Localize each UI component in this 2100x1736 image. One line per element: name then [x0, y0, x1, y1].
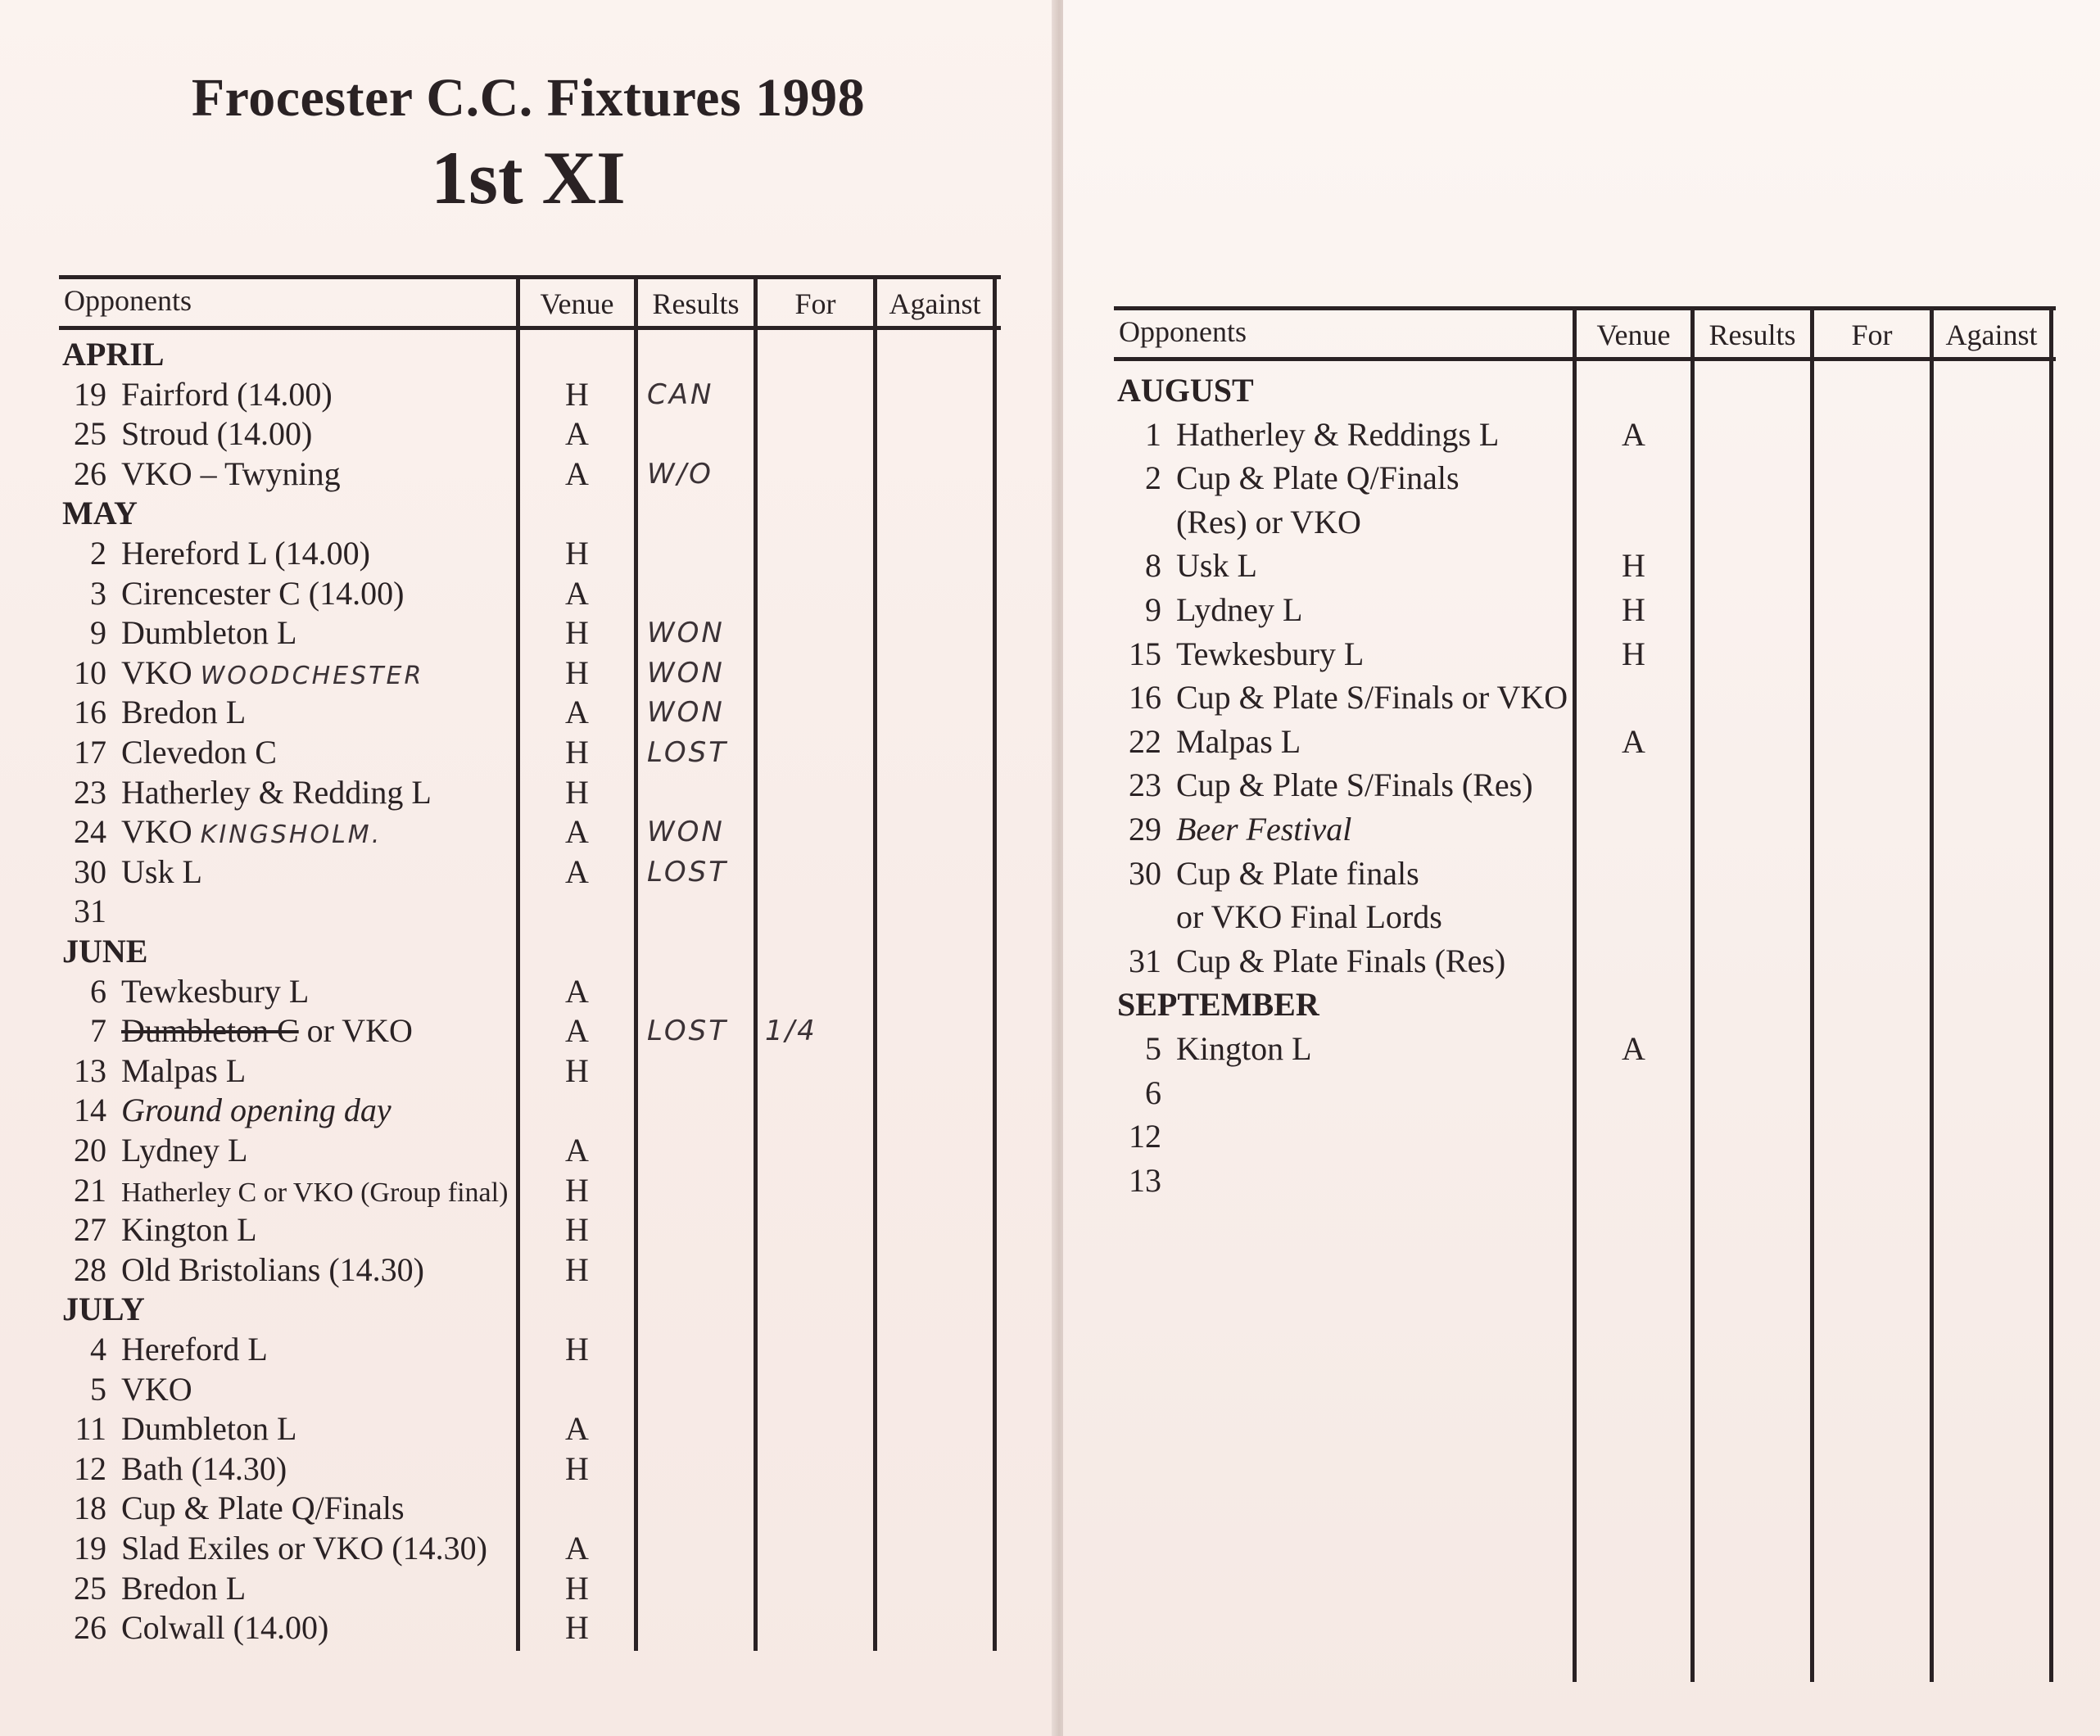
venue-cell: H: [565, 1250, 589, 1288]
opponent-cell: [121, 1568, 246, 1609]
opponent-cell: [1176, 809, 1351, 850]
venue-cell: H: [565, 614, 589, 652]
opponent-cell: [121, 1369, 192, 1410]
opponent-name: Cup & Plate S/Finals or VKO: [1176, 679, 1568, 717]
opponent-name: Bath (14.30): [121, 1449, 287, 1487]
venue-cell: A: [565, 694, 589, 731]
venue-cell: H: [565, 653, 589, 691]
opponent-name: Hereford L (14.00): [121, 535, 370, 572]
opponent-cell: [121, 414, 312, 454]
venue-cell: A: [1622, 1030, 1645, 1067]
day-number: 23: [1129, 766, 1161, 804]
day-number: 11: [75, 1410, 106, 1448]
table-row: [1114, 853, 2048, 894]
opponent-cell: [121, 1408, 296, 1449]
day-number: 5: [90, 1370, 106, 1408]
opponent-name: Usk L: [1176, 547, 1257, 585]
opponent-cell: [1176, 721, 1301, 762]
table-row: [59, 1130, 993, 1171]
day-number: 28: [74, 1250, 106, 1288]
day-number: 27: [74, 1211, 106, 1249]
opponent-name: VKO: [121, 653, 192, 691]
opponent-cell: [1176, 458, 1460, 499]
header-results: Results: [1709, 319, 1796, 351]
day-number: 14: [74, 1092, 106, 1129]
opponent-cell: [121, 1130, 247, 1171]
opponent-name: Old Bristolians (14.30): [121, 1250, 424, 1288]
opponent-cell: [121, 692, 246, 733]
day-number: 13: [74, 1051, 106, 1089]
table-row: [59, 1528, 993, 1569]
day-number: 18: [74, 1490, 106, 1527]
venue-cell: H: [565, 734, 589, 771]
opponent-cell: [121, 533, 370, 574]
opponent-name: Dumbleton L: [121, 614, 297, 652]
table-row: [59, 374, 993, 415]
opponent-cell: [121, 811, 382, 856]
day-number: 20: [74, 1132, 106, 1169]
day-number: 21: [74, 1171, 106, 1209]
day-number: 19: [74, 375, 106, 413]
opponent-name: Usk L: [121, 852, 202, 890]
venue-cell: A: [565, 1012, 589, 1050]
opponent-name: Hereford L: [121, 1331, 268, 1368]
opponent-name: Tewkesbury L: [1176, 635, 1365, 672]
opponent-cell: [1176, 502, 1361, 543]
day-number: 16: [74, 694, 106, 731]
venue-cell: H: [565, 1211, 589, 1249]
table-row: [59, 1010, 993, 1051]
venue-cell: A: [565, 813, 589, 851]
month-label: MAY: [62, 495, 138, 532]
month-label: APRIL: [62, 336, 165, 373]
day-number: 12: [74, 1449, 106, 1487]
opponent-cell: [121, 732, 277, 773]
opponent-name: Bredon L: [121, 1569, 247, 1607]
venue-cell: A: [1622, 415, 1645, 453]
day-number: 25: [74, 415, 106, 453]
opponent-cell: [121, 613, 296, 653]
table-row: [1114, 414, 2048, 455]
result-cell: LOST: [647, 1015, 729, 1048]
day-number: 9: [1145, 591, 1161, 628]
day-number: 23: [74, 773, 106, 811]
result-cell: WON: [647, 656, 725, 689]
opponent-cell: [121, 971, 309, 1012]
month-heading: [59, 931, 993, 972]
opponent-name: or VKO Final Lords: [1176, 898, 1442, 936]
venue-cell: H: [1622, 591, 1645, 628]
right-page: [1063, 0, 2100, 1736]
opponent-name: Beer Festival: [1176, 811, 1352, 848]
table-row: [59, 811, 993, 852]
opponent-name: Hatherley C or VKO (Group final): [121, 1177, 509, 1208]
header-against: Against: [889, 287, 981, 320]
day-number: 6: [90, 972, 106, 1010]
opponent-cell: [121, 1051, 246, 1092]
opponent-name: Lydney L: [121, 1132, 248, 1169]
opponent-name: VKO: [121, 1370, 192, 1408]
day-number: 1: [1145, 415, 1161, 453]
day-number: 22: [1129, 722, 1161, 760]
opponent-cell: [121, 1010, 413, 1051]
venue-cell: A: [565, 574, 589, 612]
opponent-cell: [1176, 634, 1364, 675]
table-row: [1114, 1116, 2048, 1157]
venue-cell: H: [565, 535, 589, 572]
opponent-cell: [1176, 853, 1419, 894]
header-against: Against: [1945, 319, 2038, 351]
table-row: [1114, 721, 2048, 762]
opponent-cell: [1176, 941, 1505, 982]
table-row: [59, 732, 993, 773]
table-row: [59, 573, 993, 614]
venue-cell: A: [565, 1410, 589, 1448]
opponent-name: VKO: [121, 813, 192, 851]
opponent-name: Stroud (14.00): [121, 415, 313, 453]
table-row: [1114, 1028, 2048, 1069]
header-for: For: [794, 287, 836, 320]
opponent-cell: [1176, 545, 1257, 586]
table-row: [1114, 590, 2048, 631]
table-row: [59, 1051, 993, 1092]
opponent-name: Kington L: [1176, 1030, 1312, 1067]
day-number: 30: [1129, 854, 1161, 892]
venue-cell: H: [565, 1331, 589, 1368]
table-row: [59, 971, 993, 1012]
opponent-cell: [121, 1607, 328, 1648]
table-row: [1114, 634, 2048, 675]
table-row: [59, 852, 993, 893]
day-number: 16: [1129, 679, 1161, 717]
opponent-cell: [121, 454, 341, 495]
day-number: 31: [74, 893, 106, 930]
table-row: [59, 1607, 993, 1648]
venue-cell: A: [565, 454, 589, 492]
table-row: [59, 533, 993, 574]
day-number: 26: [74, 454, 106, 492]
day-number: 4: [90, 1331, 106, 1368]
header-venue: Venue: [1596, 319, 1671, 351]
venue-cell: H: [1622, 635, 1645, 672]
opponent-name: (Res) or VKO: [1176, 503, 1361, 540]
venue-cell: A: [565, 415, 589, 453]
table-row: [59, 772, 993, 813]
day-number: 31: [1129, 942, 1161, 979]
page-subtitle: 1st XI: [431, 136, 626, 219]
fixtures-table-right: [1114, 306, 2056, 1682]
result-cell: WON: [647, 816, 725, 849]
struck-opponent: Dumbleton C: [121, 1012, 299, 1050]
venue-cell: H: [565, 375, 589, 413]
day-number: 13: [1129, 1161, 1161, 1199]
table-row: [59, 1488, 993, 1529]
opponent-name: Fairford (14.00): [121, 375, 333, 413]
opponent-cell: [121, 573, 404, 614]
day-number: 5: [1145, 1030, 1161, 1067]
for-cell: 1/4: [765, 1015, 817, 1048]
table-row: [59, 891, 993, 932]
table-row: [59, 1568, 993, 1609]
opponent-name: Cirencester C (14.00): [121, 574, 405, 612]
day-number: 2: [90, 535, 106, 572]
table-row: [1114, 809, 2048, 850]
venue-cell: A: [565, 1132, 589, 1169]
opponent-name: Malpas L: [121, 1051, 247, 1089]
fixtures-table-left: [59, 275, 1001, 1651]
opponent-cell: [1176, 677, 1568, 718]
handwritten-note: WOODCHESTER: [200, 661, 424, 690]
day-number: 6: [1145, 1074, 1161, 1111]
opponent-name: Slad Exiles or VKO (14.30): [121, 1530, 487, 1566]
venue-cell: A: [565, 852, 589, 890]
opponent-cell: [1176, 414, 1499, 455]
day-number: 3: [90, 574, 106, 612]
day-number: 7: [90, 1012, 106, 1050]
result-cell: LOST: [647, 736, 729, 769]
opponent-name: Bredon L: [121, 694, 247, 731]
table-row: [1114, 545, 2048, 586]
day-number: 29: [1129, 811, 1161, 848]
opponent-cell: [1176, 765, 1533, 806]
opponent-cell: [121, 852, 202, 893]
day-number: 25: [74, 1569, 106, 1607]
month-label: JUNE: [62, 933, 148, 970]
table-row: [1114, 1073, 2048, 1114]
opponent-name: or VKO: [306, 1012, 413, 1050]
venue-cell: H: [565, 773, 589, 811]
table-row: [59, 1250, 993, 1291]
opponent-name: Kington L: [121, 1211, 257, 1249]
day-number: 8: [1145, 547, 1161, 585]
table-row: [59, 1329, 993, 1370]
month-heading: [59, 1289, 993, 1330]
opponent-name: Clevedon C: [121, 734, 277, 771]
day-number: 26: [74, 1609, 106, 1647]
day-number: 15: [1129, 635, 1161, 672]
table-row: [59, 1209, 993, 1250]
page-title: Frocester C.C. Fixtures 1998: [191, 68, 866, 128]
venue-cell: H: [565, 1051, 589, 1089]
venue-cell: H: [565, 1609, 589, 1647]
opponent-name: Cup & Plate Finals (Res): [1176, 942, 1506, 979]
day-number: 17: [74, 734, 106, 771]
venue-cell: H: [565, 1449, 589, 1487]
table-row: [59, 653, 993, 694]
table-row: [59, 692, 993, 733]
opponent-cell: [121, 1528, 487, 1569]
opponent-name: Ground opening day: [121, 1092, 391, 1129]
opponent-cell: [1176, 1028, 1312, 1069]
opponent-cell: [1176, 897, 1442, 938]
table-row: [1114, 458, 2048, 499]
opponent-name: Hatherley & Reddings L: [1176, 415, 1500, 453]
day-number: 24: [74, 813, 106, 851]
opponent-name: Cup & Plate Q/Finals: [1176, 459, 1460, 497]
opponent-name: Lydney L: [1176, 591, 1303, 628]
opponent-name: Cup & Plate finals: [1176, 854, 1419, 892]
month-label: SEPTEMBER: [1117, 986, 1319, 1024]
venue-cell: A: [1622, 722, 1645, 760]
month-heading: [1114, 370, 2048, 411]
day-number: 19: [74, 1530, 106, 1566]
header-for: For: [1851, 319, 1893, 351]
month-label: AUGUST: [1117, 372, 1254, 409]
opponent-cell: [121, 1209, 257, 1250]
opponent-cell: [121, 1449, 287, 1490]
day-number: 2: [1145, 459, 1161, 497]
header-opponents: Opponents: [64, 284, 192, 317]
table-row: [1114, 677, 2048, 718]
opponent-name: Malpas L: [1176, 722, 1301, 760]
day-number: 12: [1129, 1118, 1161, 1155]
header-venue: Venue: [540, 287, 614, 320]
day-number: 10: [74, 653, 106, 691]
table-row: [59, 613, 993, 653]
opponent-name: Dumbleton L: [121, 1410, 297, 1448]
result-cell: LOST: [647, 855, 729, 888]
opponent-cell: [121, 1170, 508, 1214]
opponent-cell: [1176, 590, 1302, 631]
table-row: [1114, 941, 2048, 982]
day-number: 30: [74, 852, 106, 890]
table-row: [1114, 1160, 2048, 1201]
opponent-name: Cup & Plate Q/Finals: [121, 1490, 405, 1527]
opponent-cell: [121, 1488, 405, 1529]
month-heading: [59, 334, 993, 375]
opponent-cell: [121, 772, 432, 813]
month-label: JULY: [62, 1291, 145, 1328]
table-row: [59, 1170, 993, 1211]
opponent-cell: [121, 1250, 424, 1291]
table-row: [59, 1090, 993, 1131]
month-heading: [1114, 984, 2048, 1025]
result-cell: WON: [647, 617, 725, 650]
result-cell: CAN: [647, 377, 714, 411]
result-cell: WON: [647, 696, 725, 730]
opponent-cell: [121, 1090, 391, 1131]
opponent-name: VKO – Twyning: [121, 454, 341, 492]
opponent-cell: [121, 374, 333, 415]
opponent-cell: [121, 653, 423, 697]
handwritten-note: KINGSHOLM.: [200, 821, 382, 850]
opponent-cell: [121, 1329, 268, 1370]
opponent-name: Hatherley & Redding L: [121, 773, 432, 811]
opponent-name: Colwall (14.00): [121, 1609, 329, 1647]
header-results: Results: [652, 287, 740, 320]
table-row: [59, 414, 993, 454]
table-row: [59, 454, 993, 495]
venue-cell: H: [565, 1569, 589, 1607]
header-opponents: Opponents: [1119, 315, 1247, 348]
table-row: [1114, 897, 2048, 938]
day-number: 9: [90, 614, 106, 652]
venue-cell: A: [565, 972, 589, 1010]
opponent-name: Tewkesbury L: [121, 972, 310, 1010]
table-row: [59, 1369, 993, 1410]
table-row: [1114, 765, 2048, 806]
table-row: [59, 1408, 993, 1449]
result-cell: W/O: [647, 457, 713, 491]
venue-cell: H: [1622, 547, 1645, 585]
table-row: [1114, 502, 2048, 543]
venue-cell: H: [565, 1171, 589, 1209]
month-heading: [59, 493, 993, 534]
venue-cell: A: [565, 1530, 589, 1566]
opponent-name: Cup & Plate S/Finals (Res): [1176, 766, 1533, 804]
table-row: [59, 1449, 993, 1490]
